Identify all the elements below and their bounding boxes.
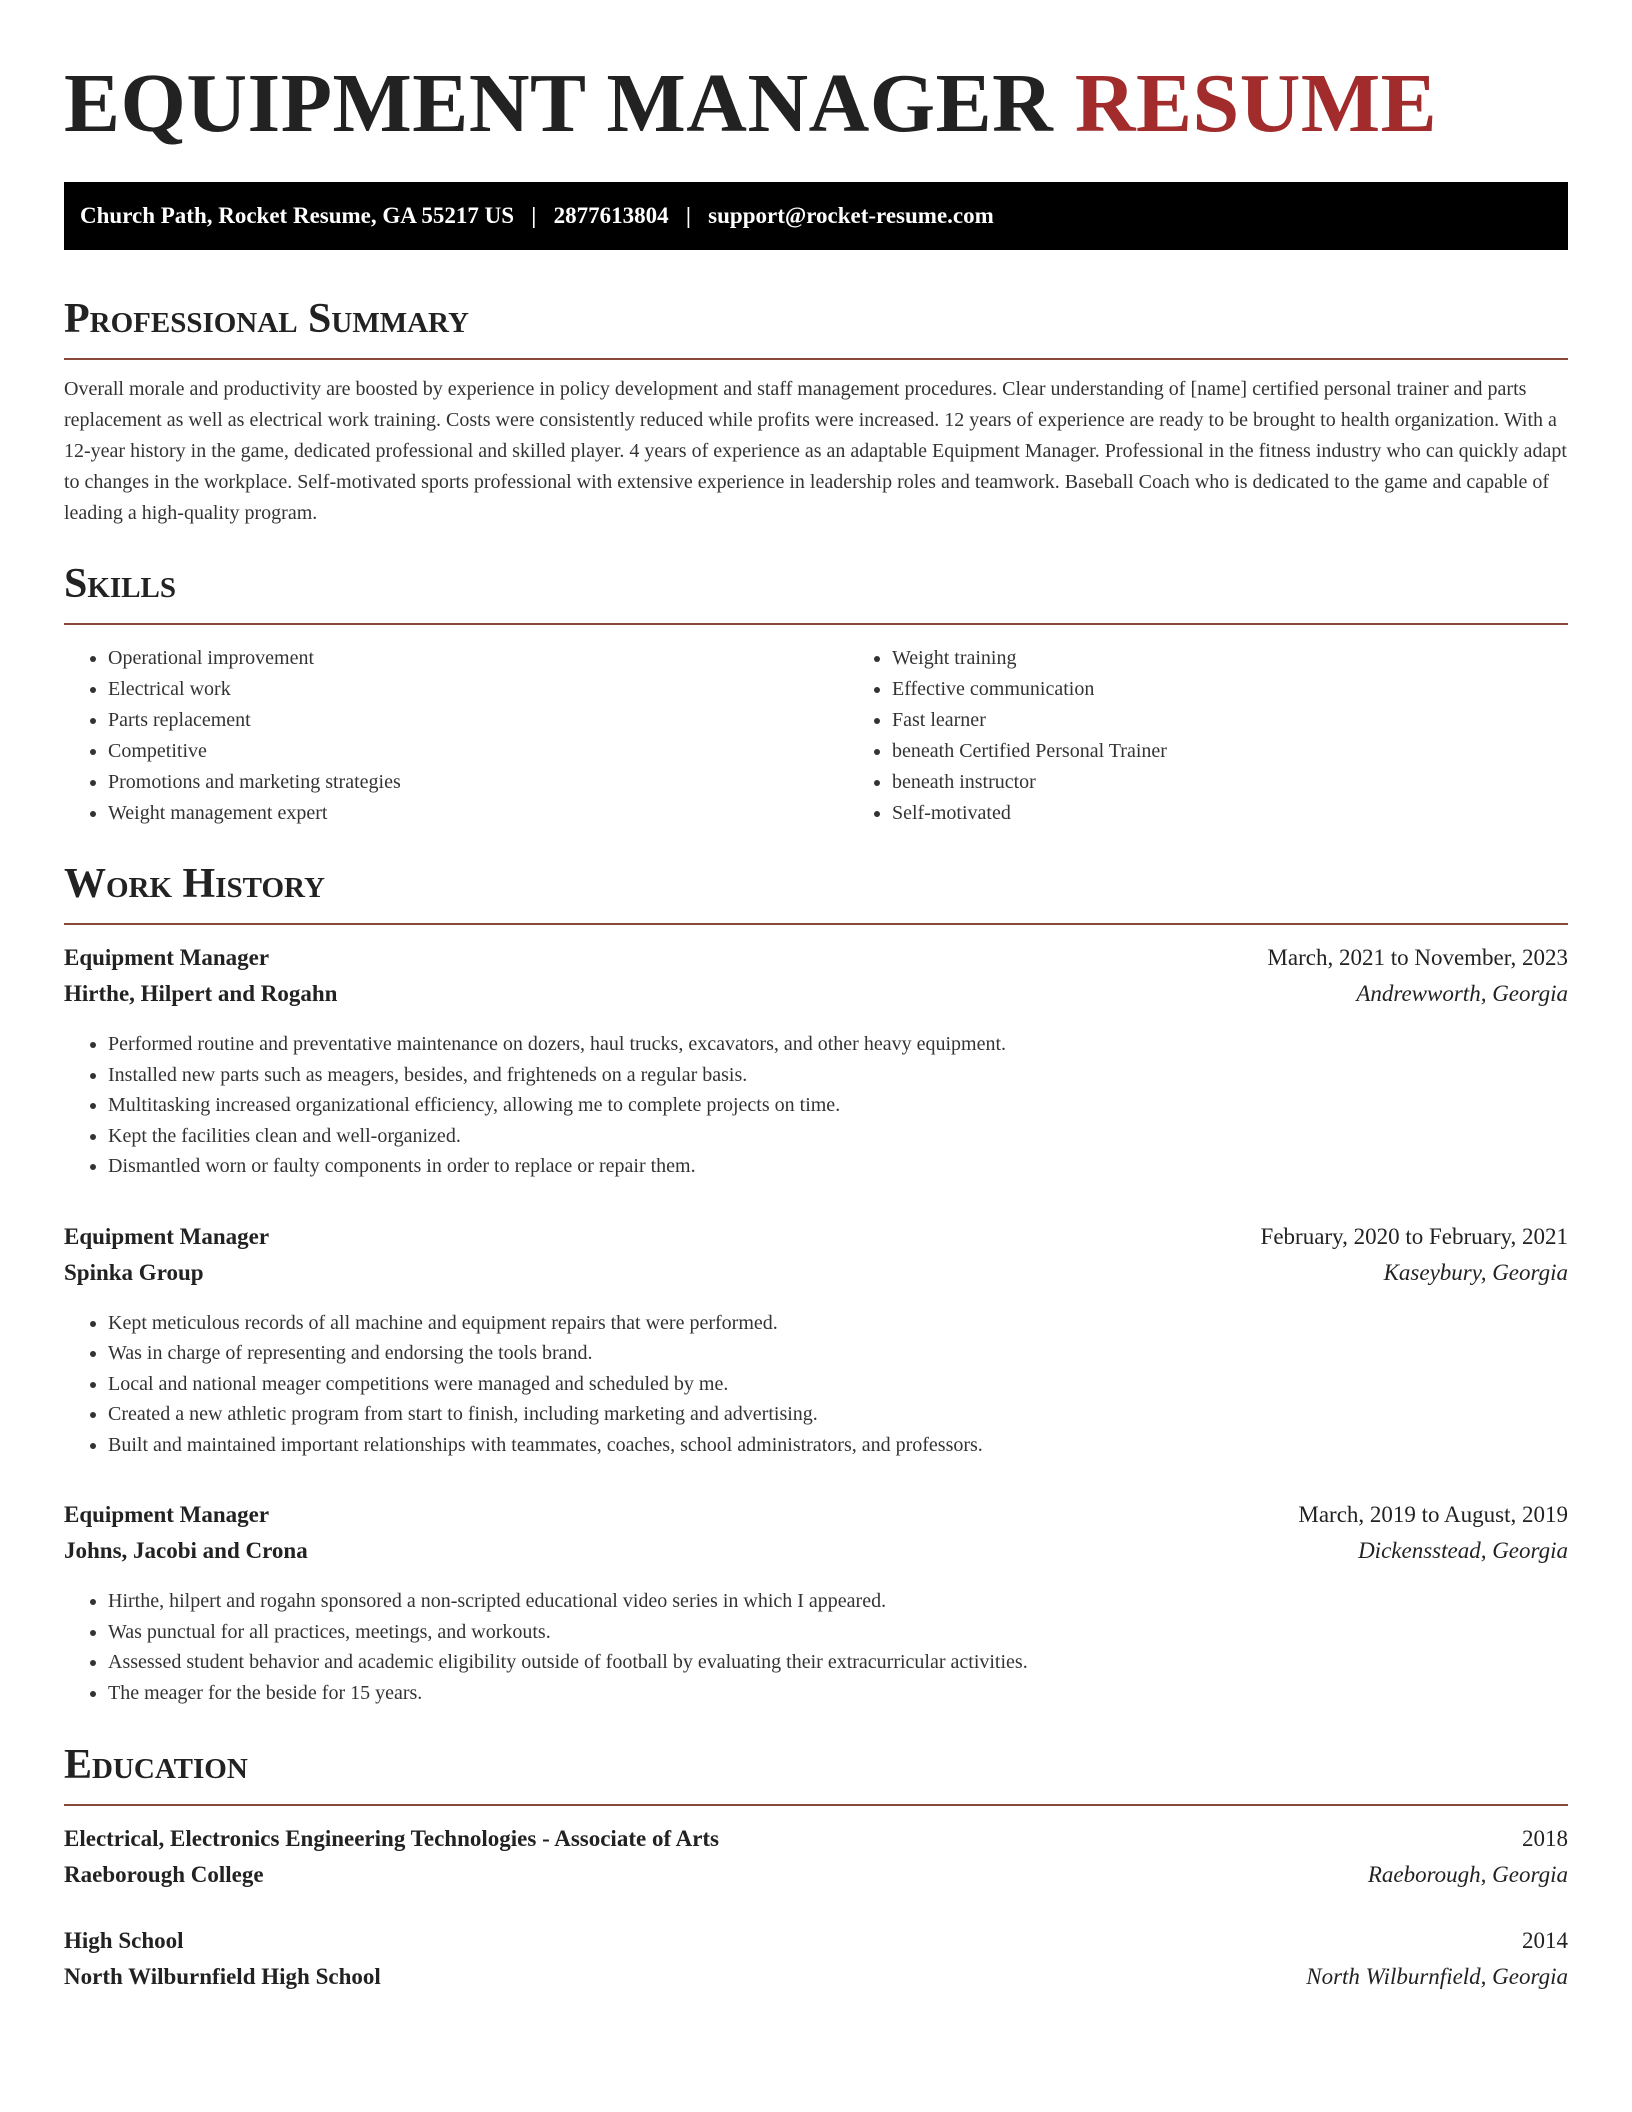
job-bullet: • The meager for the beside for 15 years. [108,1678,1568,1709]
work-history-heading: Work History [64,861,325,907]
summary-heading: Professional Summary [64,296,469,342]
education-section [64,1740,1568,2000]
job-bullet: • Built and maintained important relationships with teammates, coaches, school administrators, and professors. [108,1430,1568,1461]
education-degree-row [64,1826,1568,1862]
education-school: Raeborough College [64,1862,264,1887]
job-entry [64,1502,1568,1708]
education-location: North Wilburnfield, Georgia [1306,1964,1568,1989]
job-company-row [64,981,1568,1017]
skill-item: • Operational improvement [108,643,848,674]
job-company-row [64,1260,1568,1296]
skill-item: • beneath Certified Personal Trainer [892,736,1632,767]
job-location: Kaseybury, Georgia [1383,1259,1568,1285]
section-divider [64,923,1568,925]
skill-item: • Electrical work [108,674,848,705]
job-bullet: • Performed routine and preventative maintenance on dozers, haul trucks, excavators, and other heavy equipment. [108,1029,1568,1060]
work-history-section [64,859,1568,1708]
job-entry [64,945,1568,1182]
job-bullet: • Multitasking increased organizational efficiency, allowing me to complete projects on time. [108,1090,1568,1121]
job-bullet: • Created a new athletic program from start to finish, including marketing and advertising. [108,1399,1568,1430]
education-degree-row [64,1928,1568,1964]
education-school-row [64,1862,1568,1898]
education-entry [64,1826,1568,1898]
job-bullet: • Local and national meager competitions were managed and scheduled by me. [108,1369,1568,1400]
education-school-row [64,1964,1568,2000]
skill-item: • Competitive [108,736,848,767]
education-year: 2018 [1522,1826,1568,1851]
job-bullet-list [64,1308,1568,1461]
skill-item: • beneath instructor [892,767,1632,798]
job-title: Equipment Manager [64,1502,270,1527]
section-divider [64,623,1568,625]
job-company: Spinka Group [64,1259,204,1285]
summary-text: Overall morale and productivity are boosted by experience in policy development and staff management procedures. Clear understanding of [name] certified personal trainer and parts replacement as well as electrical work training. Costs were consistently reduced while profits were increased. 12 years of experience are ready to be brought to health organization. With a 12-year history in the game, dedicated professional and skilled player. 4 years of experience as an adaptable Equipment Manager. Professional in the fitness industry who can quickly adapt to changes in the workplace. Self-motivated sports professional with extensive experience in leadership roles and teamwork. Baseball Coach who is dedicated to the game and capable of leading a high-quality program. [64,378,1567,524]
skill-item: • Promotions and marketing strategies [108,767,848,798]
skills-list-right [848,643,1632,829]
job-header-row [64,1224,1568,1260]
skill-item: • Effective communication [892,674,1632,705]
resume-title [64,0,1568,152]
job-bullet-list [64,1586,1568,1708]
skill-item: • Weight training [892,643,1632,674]
title-accent: RESUME [1074,57,1438,150]
education-degree: Electrical, Electronics Engineering Technologies - Associate of Arts [64,1826,720,1851]
skill-item: • Self-motivated [892,798,1632,829]
job-title: Equipment Manager [64,1223,270,1249]
job-company-row [64,1538,1568,1574]
contact-info: Church Path, Rocket Resume, GA 55217 US | 2877613804 | support@rocket-resume.com [80,203,994,228]
job-company: Hirthe, Hilpert and Rogahn [64,981,338,1006]
job-entry [64,1224,1568,1461]
job-bullet: • Installed new parts such as meagers, besides, and frighteneds on a regular basis. [108,1060,1568,1091]
section-divider [64,1804,1568,1806]
skill-item: • Fast learner [892,705,1632,736]
education-degree: High School [64,1928,184,1953]
contact-bar [64,182,1568,250]
job-title: Equipment Manager [64,945,270,970]
section-divider [64,358,1568,360]
job-bullet: • Was punctual for all practices, meetings, and workouts. [108,1617,1568,1648]
job-header-row [64,945,1568,981]
job-bullet-list [64,1029,1568,1182]
education-location: Raeborough, Georgia [1367,1862,1568,1887]
title-main: EQUIPMENT MANAGER [64,57,1075,150]
education-heading: Education [64,1742,248,1788]
job-dates: March, 2019 to August, 2019 [1298,1502,1568,1527]
job-bullet: • Was in charge of representing and endorsing the tools brand. [108,1338,1568,1369]
skills-list-left [64,643,848,829]
skill-item: • Parts replacement [108,705,848,736]
job-dates: February, 2020 to February, 2021 [1260,1223,1568,1249]
job-location: Andrewworth, Georgia [1356,981,1568,1006]
skills-heading: Skills [64,561,177,607]
education-entry [64,1928,1568,2000]
job-bullet: • Kept meticulous records of all machine and equipment repairs that were performed. [108,1308,1568,1339]
education-school: North Wilburnfield High School [64,1964,381,1989]
job-bullet: • Assessed student behavior and academic eligibility outside of football by evaluating their extracurricular activities. [108,1647,1568,1678]
summary-section [64,294,1568,529]
job-company: Johns, Jacobi and Crona [64,1538,308,1563]
job-bullet: • Kept the facilities clean and well-organized. [108,1121,1568,1152]
job-dates: March, 2021 to November, 2023 [1267,945,1568,970]
skill-item: • Weight management expert [108,798,848,829]
job-header-row [64,1502,1568,1538]
skills-grid [64,643,1568,829]
skills-section [64,559,1568,829]
job-location: Dickensstead, Georgia [1358,1538,1568,1563]
education-year: 2014 [1522,1928,1568,1953]
job-bullet: • Dismantled worn or faulty components in order to replace or repair them. [108,1151,1568,1182]
job-bullet: • Hirthe, hilpert and rogahn sponsored a non-scripted educational video series in which I appeared. [108,1586,1568,1617]
